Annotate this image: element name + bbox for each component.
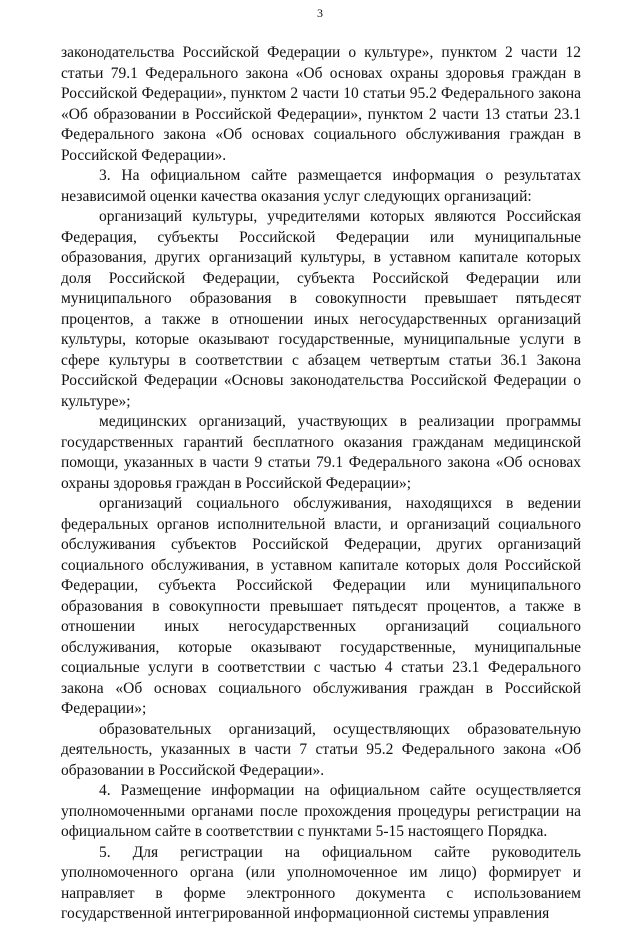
page-number: 3	[317, 6, 323, 20]
paragraph: организаций культуры, учредителями которых являются Российская Федерация, субъекты Российской Федерации или муниципальные образования, других организаций культуры, в уставном капитале которых доля Российской Федерации, субъекта Российской Федерации или муниципального образования в совокупности превышает пятьдесят процентов, а также в отношении иных негосударственных организаций культуры, которые оказывают государственные, муниципальные услуги в сфере культуры в соответствии с абзацем четвертым статьи 36.1 Закона Российской Федерации «Основы законодательства Российской Федерации о культуре»;	[61, 208, 581, 410]
paragraph: 5. Для регистрации на официальном сайте руководитель уполномоченного органа (или уполномоченное им лицо) формирует и направляет в форме электронного документа с использованием государственной интегрированной информационной системы управления	[61, 843, 581, 922]
paragraph: организаций социального обслуживания, находящихся в ведении федеральных органов исполнительной власти, и организаций социального обслуживания субъектов Российской Федерации, других организаций социального обслуживания, в уставном капитале которых доля Российской Федерации, субъекта Российской Федерации или муниципального образования в совокупности превышает пятьдесят процентов, а также в отношении иных негосударственных организаций социального обслуживания, которые оказывают государственные, муниципальные социальные услуги в соответствии с частью 4 статьи 23.1 Федерального закона «Об основах социального обслуживания граждан в Российской Федерации»;	[61, 495, 581, 717]
document-body	[61, 43, 581, 925]
paragraph: 4. Размещение информации на официальном сайте осуществляется уполномоченными органами после прохождения процедуры регистрации на официальном сайте в соответствии с пунктами 5-15 настоящего Порядка.	[61, 782, 581, 840]
paragraph: медицинских организаций, участвующих в реализации программы государственных гарантий бесплатного оказания гражданам медицинской помощи, указанных в части 9 статьи 79.1 Федерального закона «Об основах охраны здоровья граждан в Российской Федерации»;	[61, 413, 581, 492]
paragraph: законодательства Российской Федерации о культуре», пунктом 2 части 12 статьи 79.1 Федерального закона «Об основах охраны здоровья граждан в Российской Федерации», пунктом 2 части 10 статьи 95.2 Федерального закона «Об образовании в Российской Федерации», пунктом 2 части 13 статьи 23.1 Федерального закона «Об основах социального обслуживания граждан в Российской Федерации».	[61, 44, 581, 164]
paragraph: 3. На официальном сайте размещается информация о результатах независимой оценки качества оказания услуг следующих организаций:	[61, 167, 581, 205]
paragraph: образовательных организаций, осуществляющих образовательную деятельность, указанных в части 7 статьи 95.2 Федерального закона «Об образовании в Российской Федерации».	[61, 720, 581, 779]
